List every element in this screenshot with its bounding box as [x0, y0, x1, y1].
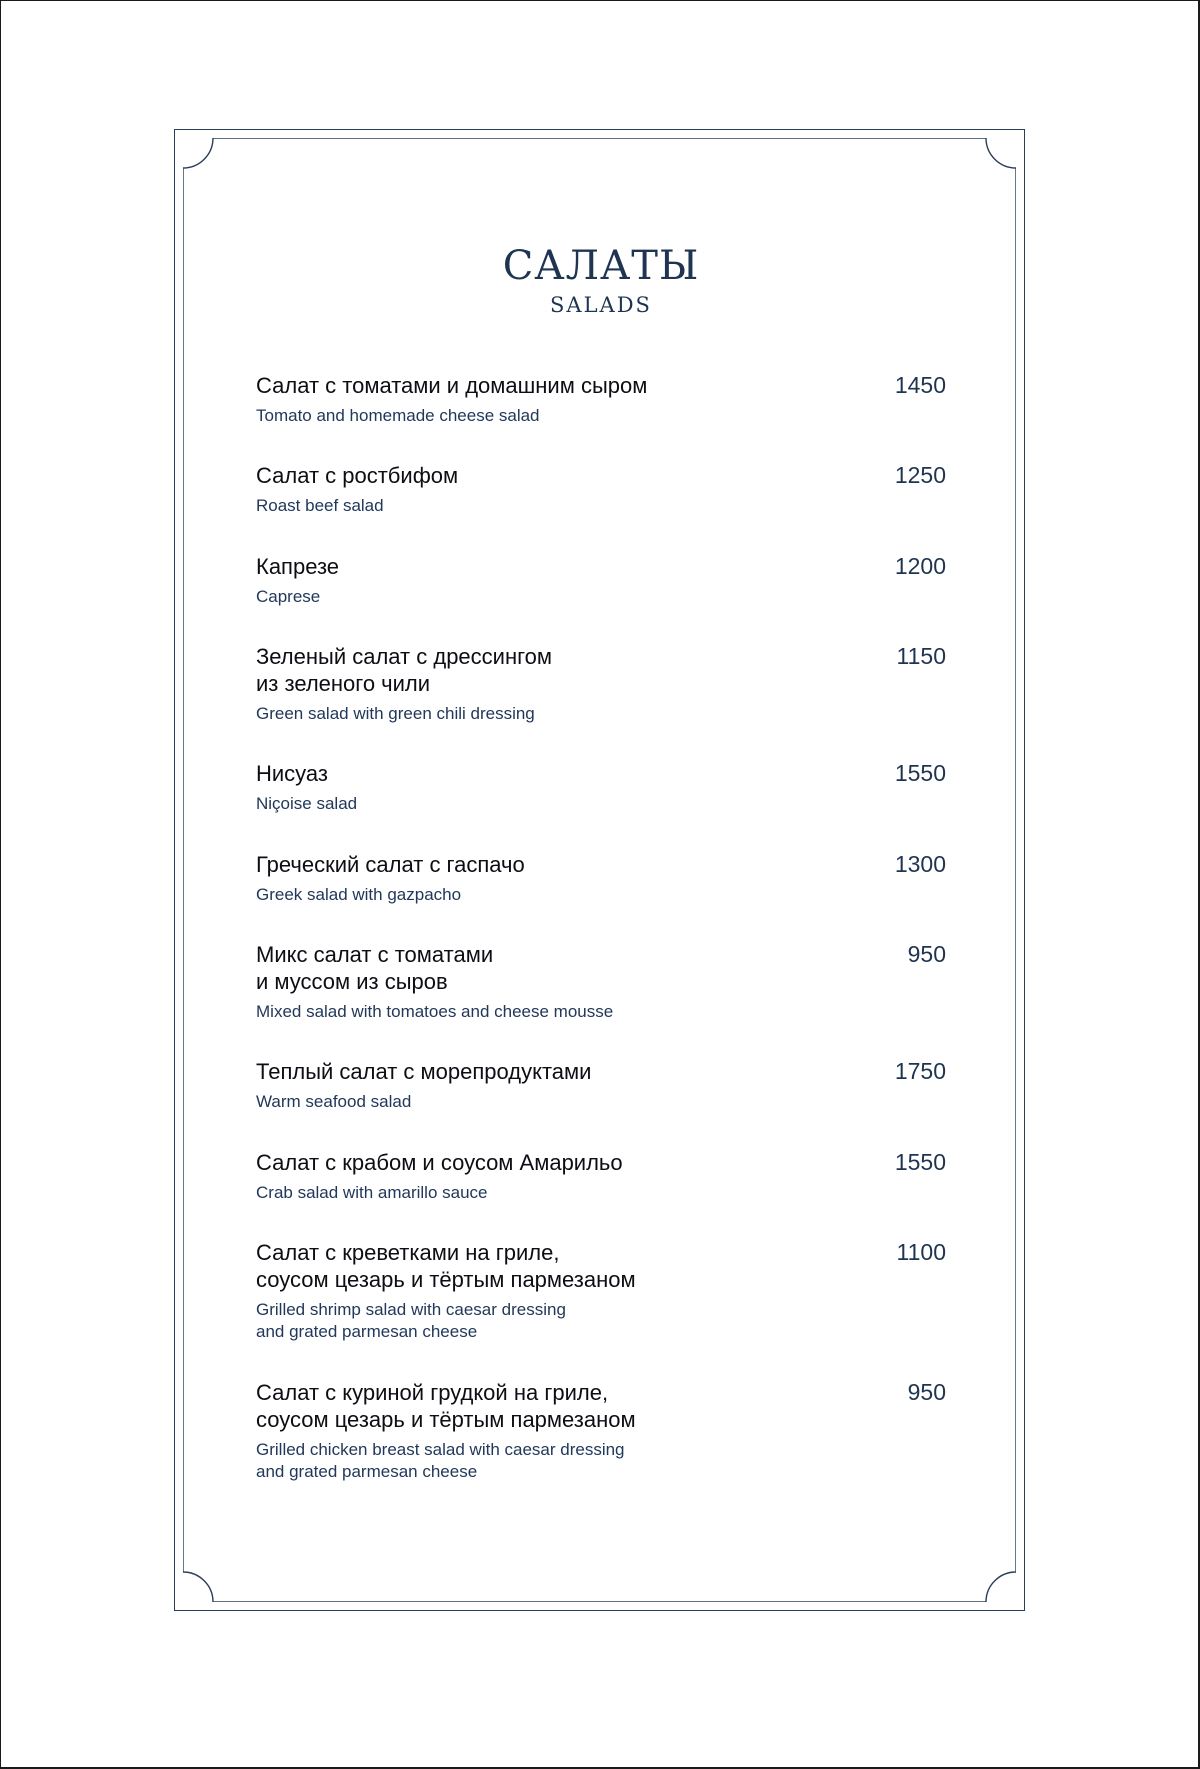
menu-item: [256, 1379, 946, 1483]
item-description: Mixed salad with tomatoes and cheese mousse: [256, 1002, 614, 1021]
item-price: 1250: [894, 462, 946, 488]
item-price: 1750: [894, 1058, 946, 1084]
item-description: Green salad with green chili dressing: [256, 704, 535, 723]
menu-item: [256, 372, 946, 427]
item-name: Салат с ростбифом: [256, 463, 459, 488]
item-name: Салат с томатами и домашним сыром: [256, 373, 648, 398]
menu-item: [256, 941, 946, 1023]
menu-item: [256, 1058, 946, 1113]
item-name: Греческий салат с гаспачо: [256, 852, 525, 877]
menu-item: [256, 1239, 946, 1343]
menu-item: [256, 553, 946, 608]
item-name: Микс салат с томатами и муссом из сыров: [256, 942, 494, 994]
item-name: Капрезе: [256, 554, 340, 579]
item-description: Greek salad with gazpacho: [256, 885, 462, 904]
item-name: Салат с куриной грудкой на гриле, соусом цезарь и тёртым пармезаном: [256, 1380, 636, 1432]
item-price: 950: [907, 941, 946, 967]
item-price: 1300: [894, 851, 946, 877]
item-name: Салат с креветками на гриле, соусом цезарь и тёртым пармезаном: [256, 1240, 636, 1292]
item-description: Roast beef salad: [256, 496, 384, 515]
item-name: Теплый салат с морепродуктами: [256, 1059, 592, 1084]
item-price: 1200: [894, 553, 946, 579]
menu-item: [256, 760, 946, 815]
menu-item: [256, 462, 946, 517]
item-name: Салат с крабом и соусом Амарильо: [256, 1150, 623, 1175]
item-price: 1550: [894, 1149, 946, 1175]
item-price: 950: [907, 1379, 946, 1405]
menu-item: [256, 851, 946, 906]
item-description: Grilled chicken breast salad with caesar dressing and grated parmesan cheese: [256, 1440, 625, 1481]
item-price: 1150: [896, 643, 946, 669]
menu-item: [256, 1149, 946, 1204]
item-price: 1450: [894, 372, 946, 398]
item-name: Нисуаз: [256, 761, 329, 786]
item-description: Grilled shrimp salad with caesar dressing and grated parmesan cheese: [256, 1300, 566, 1341]
section-title-en: SALADS: [550, 293, 652, 317]
item-price: 1550: [894, 760, 946, 786]
item-name: Зеленый салат с дрессингом из зеленого чили: [256, 644, 553, 696]
item-description: Caprese: [256, 587, 321, 606]
item-description: Tomato and homemade cheese salad: [256, 406, 540, 425]
menu-item: [256, 643, 946, 725]
item-price: 1100: [896, 1239, 946, 1265]
section-title-ru: САЛАТЫ: [502, 243, 700, 289]
item-description: Warm seafood salad: [256, 1092, 412, 1111]
item-description: Niçoise salad: [256, 794, 358, 813]
item-description: Crab salad with amarillo sauce: [256, 1183, 488, 1202]
